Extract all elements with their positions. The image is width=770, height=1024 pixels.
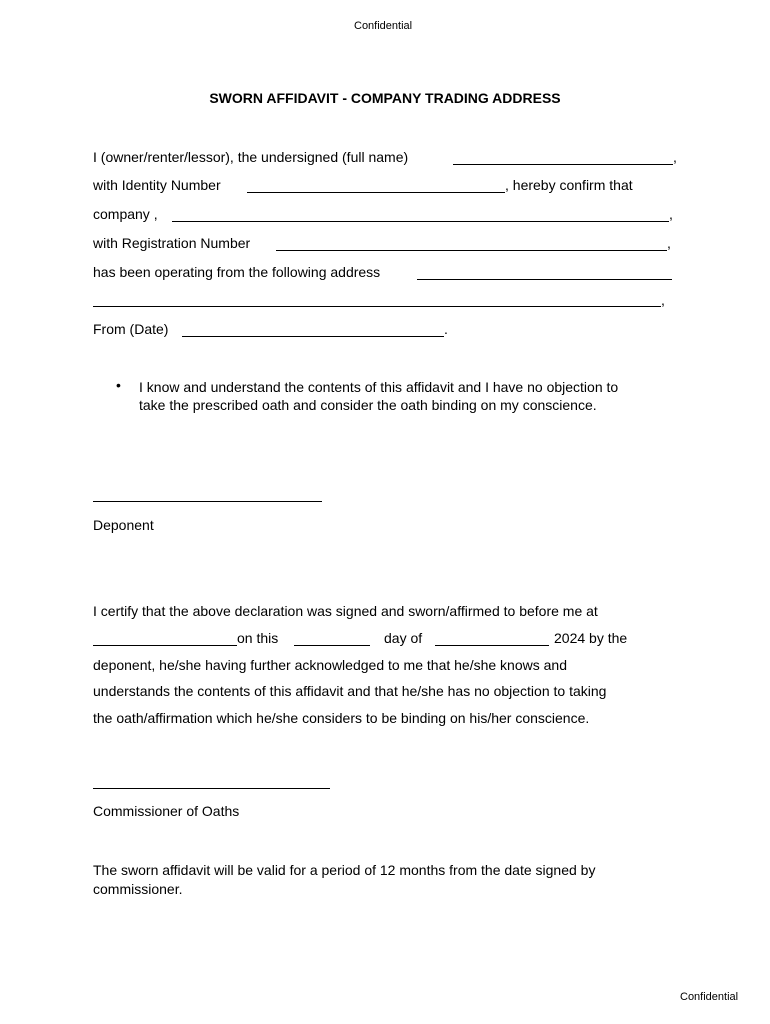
day-field[interactable] [294, 645, 370, 646]
comma: , [669, 206, 673, 222]
certify-line-5: the oath/affirmation which he/she considers to be binding on his/her conscience. [93, 710, 590, 726]
deponent-signature-line[interactable] [93, 501, 322, 502]
comma: , [667, 235, 671, 251]
commissioner-label: Commissioner of Oaths [93, 803, 240, 819]
document-title: SWORN AFFIDAVIT - COMPANY TRADING ADDRESS [209, 90, 561, 106]
hereby-confirm-text: , hereby confirm that [505, 177, 633, 193]
bullet-statement: I know and understand the contents of this affidavit and I have no objection to take the prescribed oath and consider the oath binding on my conscience. [139, 379, 619, 413]
header-confidential: Confidential [354, 20, 413, 32]
address-field-2[interactable] [93, 306, 661, 307]
place-field[interactable] [93, 645, 237, 646]
on-this-text: on this [237, 630, 279, 646]
company-label: company , [93, 206, 158, 222]
from-date-field[interactable] [182, 336, 444, 337]
certify-line-4: understands the contents of this affidavit and that he/she has no objection to taking [93, 683, 607, 699]
month-field[interactable] [435, 645, 549, 646]
company-field[interactable] [172, 221, 669, 222]
deponent-label: Deponent [93, 517, 154, 533]
comma: , [661, 292, 665, 308]
validity-statement: The sworn affidavit will be valid for a period of 12 months from the date signed by commissioner. [93, 862, 596, 897]
address-label: has been operating from the following address [93, 264, 381, 280]
identity-number-field[interactable] [247, 192, 505, 193]
address-field-1[interactable] [417, 279, 672, 280]
comma: , [673, 149, 677, 165]
certify-line-3: deponent, he/she having further acknowledged to me that he/she knows and [93, 657, 567, 673]
commissioner-signature-line[interactable] [93, 788, 330, 789]
day-of-text: day of [384, 630, 423, 646]
registration-number-field[interactable] [276, 250, 667, 251]
from-date-label: From (Date) [93, 321, 169, 337]
full-name-field[interactable] [453, 164, 673, 165]
period: . [444, 321, 448, 337]
identity-number-label: with Identity Number [93, 177, 221, 193]
registration-number-label: with Registration Number [93, 235, 251, 251]
full-name-label: I (owner/renter/lessor), the undersigned (full name) [93, 149, 409, 165]
year-by-text: 2024 by the [554, 630, 628, 646]
certify-line-1: I certify that the above declaration was signed and sworn/affirmed to before me at [93, 603, 598, 619]
bullet-icon: • [116, 377, 121, 393]
footer-confidential: Confidential [680, 991, 739, 1003]
